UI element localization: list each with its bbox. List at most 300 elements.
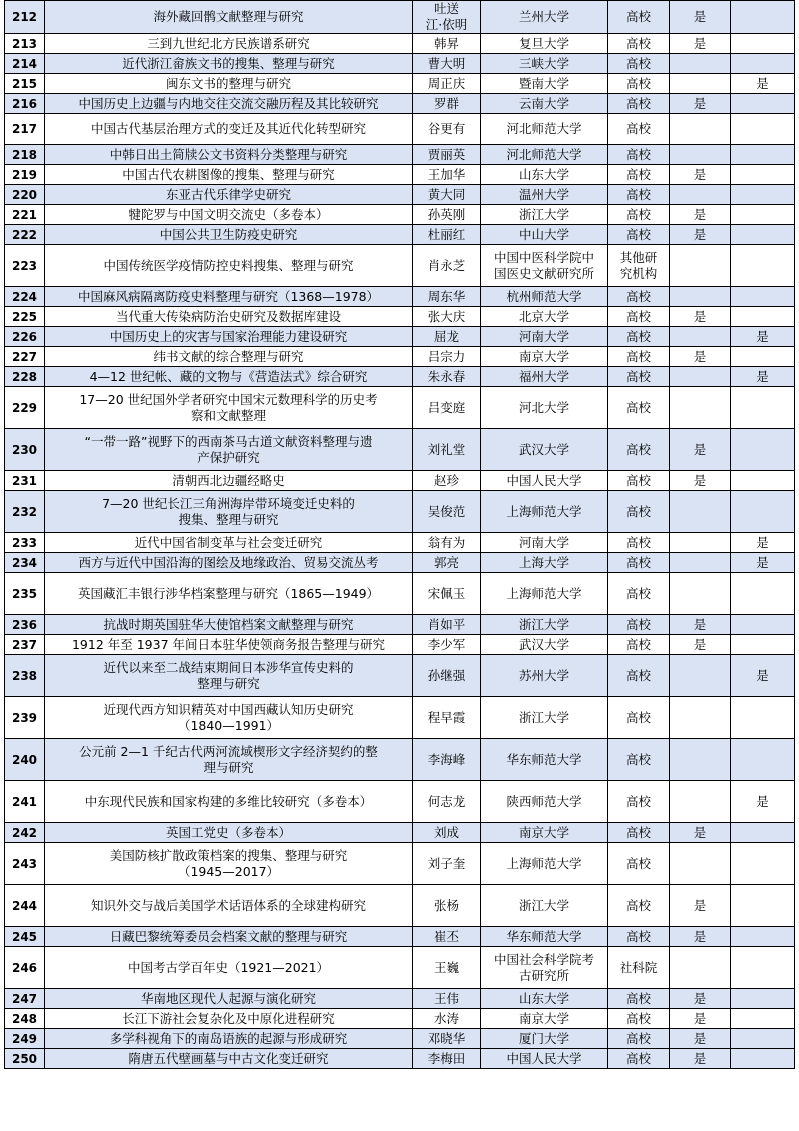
cell-flag-b (731, 34, 795, 54)
cell-title: 近代浙江畲族文书的搜集、整理与研究 (45, 54, 413, 74)
cell-number: 240 (5, 739, 45, 781)
cell-title: 中国考古学百年史（1921—2021） (45, 947, 413, 989)
cell-flag-b (731, 387, 795, 429)
cell-type: 高校 (608, 885, 670, 927)
cell-flag-b (731, 697, 795, 739)
cell-type: 高校 (608, 823, 670, 843)
cell-type: 社科院 (608, 947, 670, 989)
cell-organization: 河北师范大学 (481, 114, 608, 145)
cell-title: 多学科视角下的南岛语族的起源与形成研究 (45, 1029, 413, 1049)
cell-number: 218 (5, 145, 45, 165)
cell-type: 高校 (608, 287, 670, 307)
cell-flag-a (670, 245, 731, 287)
table-row (5, 471, 795, 491)
cell-title: 近代中国省制变革与社会变迁研究 (45, 533, 413, 553)
cell-flag-b: 是 (731, 74, 795, 94)
cell-organization: 兰州大学 (481, 1, 608, 34)
cell-number: 219 (5, 165, 45, 185)
cell-number: 233 (5, 533, 45, 553)
cell-title: 中东现代民族和国家构建的多维比较研究（多卷本） (45, 781, 413, 823)
cell-flag-b (731, 307, 795, 327)
cell-flag-a (670, 327, 731, 347)
cell-person: 刘礼堂 (413, 429, 481, 471)
cell-flag-b (731, 145, 795, 165)
cell-person: 李少军 (413, 635, 481, 655)
cell-number: 238 (5, 655, 45, 697)
cell-organization: 福州大学 (481, 367, 608, 387)
cell-organization: 上海师范大学 (481, 491, 608, 533)
cell-type: 高校 (608, 553, 670, 573)
cell-organization: 三峡大学 (481, 54, 608, 74)
table-row (5, 573, 795, 615)
cell-number: 244 (5, 885, 45, 927)
cell-flag-a (670, 947, 731, 989)
cell-number: 241 (5, 781, 45, 823)
cell-organization: 南京大学 (481, 1009, 608, 1029)
cell-type: 高校 (608, 114, 670, 145)
cell-type: 高校 (608, 655, 670, 697)
cell-title: 中国古代农耕图像的搜集、整理与研究 (45, 165, 413, 185)
table-row (5, 307, 795, 327)
cell-number: 212 (5, 1, 45, 34)
cell-person: 黄大同 (413, 185, 481, 205)
cell-person: 李海峰 (413, 739, 481, 781)
cell-flag-b (731, 615, 795, 635)
cell-title: 闽东文书的整理与研究 (45, 74, 413, 94)
cell-type: 高校 (608, 54, 670, 74)
cell-organization: 浙江大学 (481, 885, 608, 927)
cell-flag-b (731, 245, 795, 287)
cell-organization: 中国社会科学院考 古研究所 (481, 947, 608, 989)
cell-person: 曹大明 (413, 54, 481, 74)
table-row (5, 533, 795, 553)
cell-title: 中国麻风病隔离防疫史料整理与研究（1368—1978） (45, 287, 413, 307)
cell-type: 高校 (608, 989, 670, 1009)
cell-title: 三到九世纪北方民族谱系研究 (45, 34, 413, 54)
table-row (5, 347, 795, 367)
cell-flag-b: 是 (731, 781, 795, 823)
cell-person: 屈龙 (413, 327, 481, 347)
cell-number: 245 (5, 927, 45, 947)
cell-flag-a (670, 114, 731, 145)
cell-flag-b (731, 823, 795, 843)
cell-flag-b (731, 843, 795, 885)
cell-number: 220 (5, 185, 45, 205)
cell-flag-a (670, 843, 731, 885)
cell-organization: 温州大学 (481, 185, 608, 205)
cell-flag-b (731, 947, 795, 989)
cell-organization: 暨南大学 (481, 74, 608, 94)
cell-organization: 河北大学 (481, 387, 608, 429)
table-row (5, 553, 795, 573)
cell-organization: 浙江大学 (481, 615, 608, 635)
cell-organization: 武汉大学 (481, 635, 608, 655)
cell-flag-a (670, 573, 731, 615)
cell-person: 肖如平 (413, 615, 481, 635)
cell-flag-a: 是 (670, 615, 731, 635)
cell-number: 223 (5, 245, 45, 287)
cell-number: 243 (5, 843, 45, 885)
cell-organization: 中山大学 (481, 225, 608, 245)
cell-person: 朱永春 (413, 367, 481, 387)
cell-organization: 北京大学 (481, 307, 608, 327)
cell-number: 222 (5, 225, 45, 245)
cell-title: 公元前 2—1 千纪古代两河流域楔形文字经济契约的整 理与研究 (45, 739, 413, 781)
cell-organization: 上海师范大学 (481, 843, 608, 885)
cell-number: 239 (5, 697, 45, 739)
table-row (5, 615, 795, 635)
cell-title: 近现代西方知识精英对中国西藏认知历史研究 （1840—1991） (45, 697, 413, 739)
cell-organization: 中国人民大学 (481, 1049, 608, 1069)
table-row (5, 781, 795, 823)
cell-flag-a: 是 (670, 1009, 731, 1029)
table-row (5, 739, 795, 781)
cell-flag-a (670, 367, 731, 387)
cell-flag-a: 是 (670, 34, 731, 54)
cell-flag-b (731, 185, 795, 205)
cell-title: 中国历史上边疆与内地交往交流交融历程及其比较研究 (45, 94, 413, 114)
cell-organization: 河北师范大学 (481, 145, 608, 165)
cell-person: 何志龙 (413, 781, 481, 823)
cell-person: 李梅田 (413, 1049, 481, 1069)
cell-type: 高校 (608, 1029, 670, 1049)
table-row (5, 947, 795, 989)
cell-number: 216 (5, 94, 45, 114)
cell-person: 吕变庭 (413, 387, 481, 429)
table-row (5, 287, 795, 307)
table-row (5, 1009, 795, 1029)
cell-flag-a (670, 287, 731, 307)
table-row (5, 843, 795, 885)
cell-type: 高校 (608, 145, 670, 165)
cell-type: 高校 (608, 34, 670, 54)
cell-flag-a: 是 (670, 429, 731, 471)
cell-type: 高校 (608, 74, 670, 94)
cell-person: 宋佩玉 (413, 573, 481, 615)
cell-flag-b (731, 225, 795, 245)
cell-title: 纬书文献的综合整理与研究 (45, 347, 413, 367)
cell-flag-a: 是 (670, 471, 731, 491)
cell-flag-a: 是 (670, 94, 731, 114)
cell-number: 250 (5, 1049, 45, 1069)
cell-flag-a (670, 54, 731, 74)
cell-organization: 华东师范大学 (481, 927, 608, 947)
table-row (5, 1049, 795, 1069)
table-row (5, 655, 795, 697)
cell-organization: 复旦大学 (481, 34, 608, 54)
cell-flag-b (731, 287, 795, 307)
cell-flag-a (670, 553, 731, 573)
cell-number: 213 (5, 34, 45, 54)
cell-number: 221 (5, 205, 45, 225)
cell-type: 高校 (608, 307, 670, 327)
cell-flag-b (731, 885, 795, 927)
cell-title: 日藏巴黎统筹委员会档案文献的整理与研究 (45, 927, 413, 947)
cell-organization: 浙江大学 (481, 697, 608, 739)
cell-organization: 中国人民大学 (481, 471, 608, 491)
cell-person: 翁有为 (413, 533, 481, 553)
cell-number: 230 (5, 429, 45, 471)
cell-flag-b: 是 (731, 533, 795, 553)
cell-title: 犍陀罗与中国文明交流史（多卷本） (45, 205, 413, 225)
cell-person: 水涛 (413, 1009, 481, 1029)
cell-type: 高校 (608, 927, 670, 947)
project-table-sheet (4, 0, 794, 1069)
cell-flag-b (731, 429, 795, 471)
cell-number: 215 (5, 74, 45, 94)
cell-person: 赵珍 (413, 471, 481, 491)
table-row (5, 165, 795, 185)
cell-flag-b: 是 (731, 553, 795, 573)
cell-flag-b (731, 1, 795, 34)
cell-type: 高校 (608, 781, 670, 823)
table-row (5, 74, 795, 94)
cell-person: 王加华 (413, 165, 481, 185)
cell-flag-a: 是 (670, 307, 731, 327)
cell-person: 肖永芝 (413, 245, 481, 287)
cell-number: 226 (5, 327, 45, 347)
cell-flag-b (731, 54, 795, 74)
cell-flag-b (731, 114, 795, 145)
cell-organization: 上海师范大学 (481, 573, 608, 615)
table-row (5, 145, 795, 165)
cell-person: 郭亮 (413, 553, 481, 573)
cell-type: 高校 (608, 94, 670, 114)
cell-type: 高校 (608, 1049, 670, 1069)
cell-flag-b: 是 (731, 327, 795, 347)
cell-number: 235 (5, 573, 45, 615)
cell-person: 周东华 (413, 287, 481, 307)
cell-number: 224 (5, 287, 45, 307)
cell-person: 杜丽红 (413, 225, 481, 245)
cell-person: 邓晓华 (413, 1029, 481, 1049)
cell-flag-b (731, 739, 795, 781)
table-row (5, 94, 795, 114)
cell-type: 高校 (608, 225, 670, 245)
cell-flag-a (670, 781, 731, 823)
cell-title: 中韩日出土简牍公文书资料分类整理与研究 (45, 145, 413, 165)
cell-organization: 陕西师范大学 (481, 781, 608, 823)
cell-number: 248 (5, 1009, 45, 1029)
table-body (5, 1, 795, 1069)
cell-organization: 苏州大学 (481, 655, 608, 697)
cell-flag-a: 是 (670, 1, 731, 34)
cell-person: 崔丕 (413, 927, 481, 947)
cell-flag-a: 是 (670, 635, 731, 655)
cell-number: 237 (5, 635, 45, 655)
cell-title: 西方与近代中国沿海的图绘及地缘政治、贸易交流丛考 (45, 553, 413, 573)
table-row (5, 1, 795, 34)
cell-type: 高校 (608, 491, 670, 533)
cell-type: 高校 (608, 1, 670, 34)
cell-type: 高校 (608, 615, 670, 635)
table-row (5, 697, 795, 739)
cell-title: 清朝西北边疆经略史 (45, 471, 413, 491)
table-row (5, 491, 795, 533)
cell-title: 长江下游社会复杂化及中原化进程研究 (45, 1009, 413, 1029)
cell-number: 236 (5, 615, 45, 635)
cell-flag-b (731, 635, 795, 655)
cell-flag-a: 是 (670, 989, 731, 1009)
cell-person: 刘子奎 (413, 843, 481, 885)
cell-title: 英国工党史（多卷本） (45, 823, 413, 843)
cell-person: 吐送 江·依明 (413, 1, 481, 34)
table-row (5, 54, 795, 74)
cell-organization: 浙江大学 (481, 205, 608, 225)
cell-title: 中国历史上的灾害与国家治理能力建设研究 (45, 327, 413, 347)
cell-person: 吕宗力 (413, 347, 481, 367)
cell-organization: 厦门大学 (481, 1029, 608, 1049)
cell-title: 中国公共卫生防疫史研究 (45, 225, 413, 245)
table-row (5, 885, 795, 927)
cell-type: 高校 (608, 843, 670, 885)
cell-number: 225 (5, 307, 45, 327)
cell-title: 海外藏回鹘文献整理与研究 (45, 1, 413, 34)
cell-type: 其他研 究机构 (608, 245, 670, 287)
cell-type: 高校 (608, 347, 670, 367)
cell-person: 王巍 (413, 947, 481, 989)
table-row (5, 114, 795, 145)
cell-person: 王伟 (413, 989, 481, 1009)
table-row (5, 387, 795, 429)
cell-person: 韩昇 (413, 34, 481, 54)
cell-person: 罗群 (413, 94, 481, 114)
cell-person: 吴俊范 (413, 491, 481, 533)
cell-title: 当代重大传染病防治史研究及数据库建设 (45, 307, 413, 327)
cell-type: 高校 (608, 533, 670, 553)
cell-flag-a (670, 185, 731, 205)
table-row (5, 989, 795, 1009)
cell-type: 高校 (608, 573, 670, 615)
cell-flag-a (670, 145, 731, 165)
cell-title: 1912 年至 1937 年间日本驻华使领商务报告整理与研究 (45, 635, 413, 655)
table-row (5, 327, 795, 347)
cell-person: 张杨 (413, 885, 481, 927)
cell-flag-a (670, 739, 731, 781)
table-row (5, 34, 795, 54)
cell-number: 232 (5, 491, 45, 533)
cell-flag-a (670, 697, 731, 739)
cell-type: 高校 (608, 635, 670, 655)
cell-flag-a: 是 (670, 823, 731, 843)
cell-type: 高校 (608, 739, 670, 781)
cell-title: 中国古代基层治理方式的变迁及其近代化转型研究 (45, 114, 413, 145)
cell-flag-a (670, 533, 731, 553)
cell-flag-b (731, 989, 795, 1009)
cell-flag-a (670, 74, 731, 94)
cell-number: 217 (5, 114, 45, 145)
cell-flag-a (670, 491, 731, 533)
cell-flag-a (670, 655, 731, 697)
cell-title: 知识外交与战后美国学术话语体系的全球建构研究 (45, 885, 413, 927)
cell-title: 17—20 世纪国外学者研究中国宋元数理科学的历史考 察和文献整理 (45, 387, 413, 429)
cell-flag-a: 是 (670, 1029, 731, 1049)
cell-organization: 河南大学 (481, 533, 608, 553)
cell-type: 高校 (608, 367, 670, 387)
cell-type: 高校 (608, 165, 670, 185)
cell-type: 高校 (608, 697, 670, 739)
cell-person: 程早霞 (413, 697, 481, 739)
cell-flag-b (731, 1029, 795, 1049)
cell-organization: 南京大学 (481, 347, 608, 367)
cell-flag-b (731, 347, 795, 367)
cell-title: 中国传统医学疫情防控史料搜集、整理与研究 (45, 245, 413, 287)
cell-flag-b (731, 1049, 795, 1069)
table-row (5, 367, 795, 387)
table-row (5, 429, 795, 471)
cell-organization: 杭州师范大学 (481, 287, 608, 307)
table-row (5, 245, 795, 287)
cell-flag-b (731, 205, 795, 225)
cell-organization: 上海大学 (481, 553, 608, 573)
cell-flag-b: 是 (731, 655, 795, 697)
table-row (5, 185, 795, 205)
cell-number: 247 (5, 989, 45, 1009)
cell-title: 抗战时期英国驻华大使馆档案文献整理与研究 (45, 615, 413, 635)
cell-flag-a: 是 (670, 347, 731, 367)
cell-flag-a: 是 (670, 885, 731, 927)
cell-flag-b (731, 1009, 795, 1029)
cell-number: 234 (5, 553, 45, 573)
table-row (5, 205, 795, 225)
cell-type: 高校 (608, 327, 670, 347)
cell-number: 231 (5, 471, 45, 491)
cell-title: 东亚古代乐律学史研究 (45, 185, 413, 205)
cell-flag-a: 是 (670, 225, 731, 245)
cell-flag-b (731, 491, 795, 533)
cell-number: 214 (5, 54, 45, 74)
cell-flag-a (670, 387, 731, 429)
cell-title: 7—20 世纪长江三角洲海岸带环境变迁史料的 搜集、整理与研究 (45, 491, 413, 533)
cell-flag-b (731, 165, 795, 185)
cell-flag-b: 是 (731, 367, 795, 387)
cell-person: 贾丽英 (413, 145, 481, 165)
cell-title: “一带一路”视野下的西南茶马古道文献资料整理与遗 产保护研究 (45, 429, 413, 471)
cell-title: 华南地区现代人起源与演化研究 (45, 989, 413, 1009)
cell-flag-b (731, 927, 795, 947)
cell-flag-a: 是 (670, 1049, 731, 1069)
table-row (5, 1029, 795, 1049)
cell-person: 周正庆 (413, 74, 481, 94)
cell-flag-a: 是 (670, 165, 731, 185)
cell-person: 孙英刚 (413, 205, 481, 225)
cell-title: 4—12 世纪帐、藏的文物与《营造法式》综合研究 (45, 367, 413, 387)
cell-title: 隋唐五代壁画墓与中古文化变迁研究 (45, 1049, 413, 1069)
cell-title: 英国藏汇丰银行涉华档案整理与研究（1865—1949） (45, 573, 413, 615)
cell-type: 高校 (608, 205, 670, 225)
cell-organization: 中国中医科学院中 国医史文献研究所 (481, 245, 608, 287)
cell-person: 刘成 (413, 823, 481, 843)
cell-organization: 山东大学 (481, 165, 608, 185)
cell-person: 张大庆 (413, 307, 481, 327)
cell-person: 孙继强 (413, 655, 481, 697)
cell-number: 227 (5, 347, 45, 367)
cell-organization: 云南大学 (481, 94, 608, 114)
cell-flag-a: 是 (670, 927, 731, 947)
table-row (5, 927, 795, 947)
cell-title: 美国防核扩散政策档案的搜集、整理与研究 （1945—2017） (45, 843, 413, 885)
cell-title: 近代以来至二战结束期间日本涉华宣传史料的 整理与研究 (45, 655, 413, 697)
table-row (5, 635, 795, 655)
cell-number: 249 (5, 1029, 45, 1049)
table-row (5, 225, 795, 245)
cell-number: 246 (5, 947, 45, 989)
project-table (4, 0, 795, 1069)
cell-organization: 南京大学 (481, 823, 608, 843)
cell-type: 高校 (608, 387, 670, 429)
cell-type: 高校 (608, 185, 670, 205)
cell-number: 229 (5, 387, 45, 429)
